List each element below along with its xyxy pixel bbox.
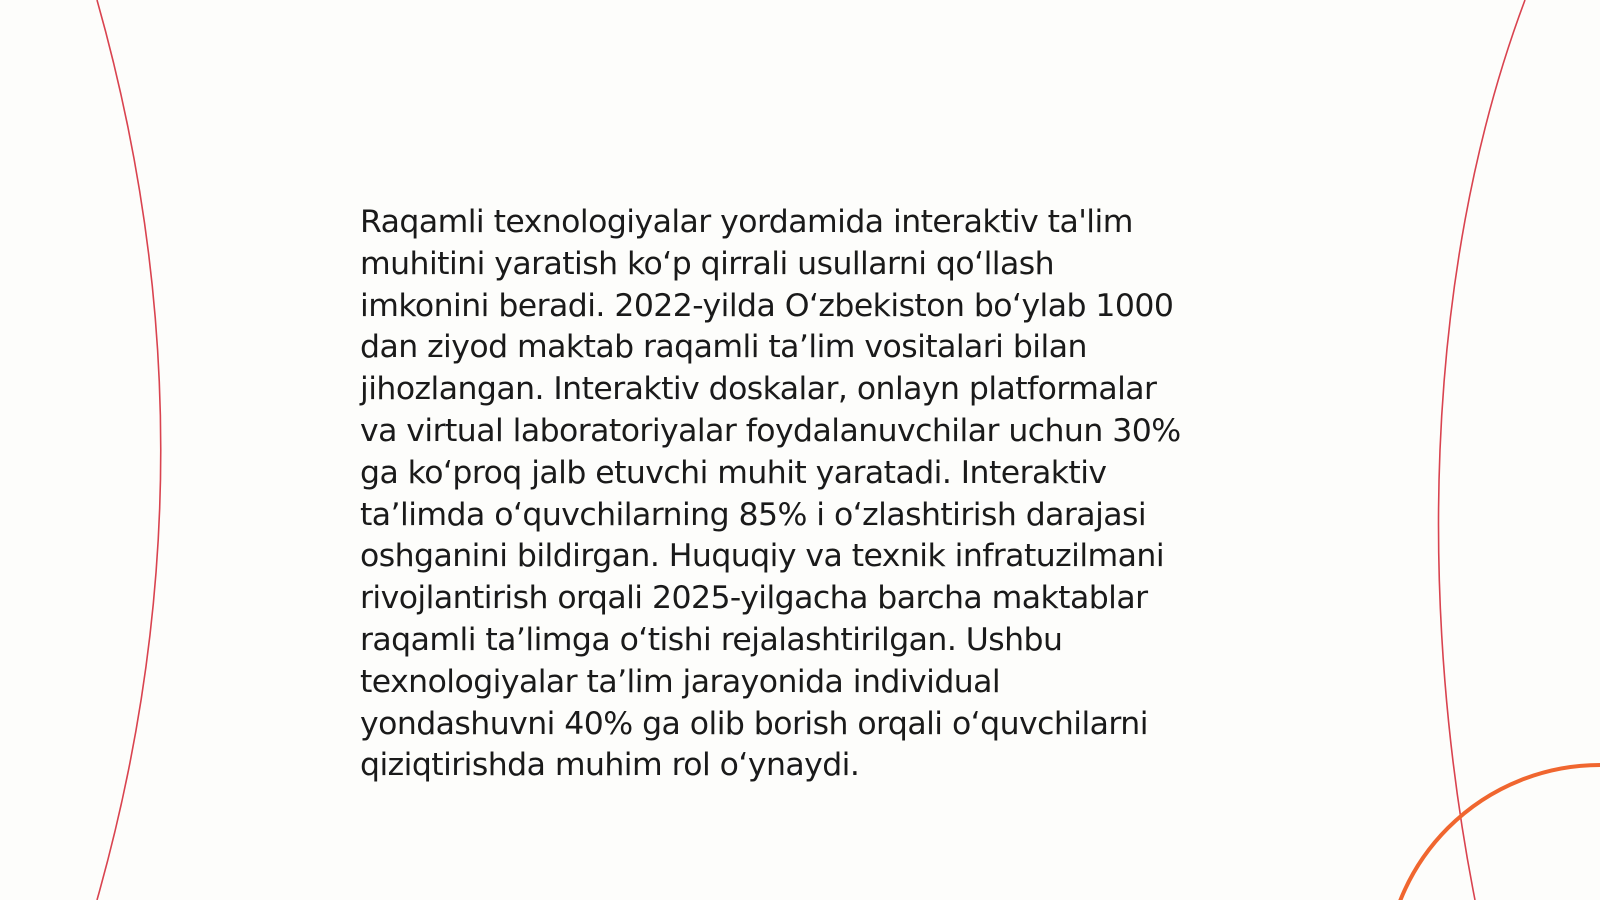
paragraph-line: yondashuvni 40% ga olib borish orqali o‘quvchilarni — [360, 705, 1148, 742]
paragraph-line: va virtual laboratoriyalar foydalanuvchilar uchun 30% — [360, 412, 1181, 449]
paragraph-line: oshganini bildirgan. Huquqiy va texnik infratuzilmani — [360, 538, 1165, 575]
paragraph-line: ta’limda o‘quvchilarning 85% i o‘zlashtirish darajasi — [360, 496, 1147, 533]
paragraph-line: raqamli ta’limga o‘tishi rejalashtirilgan. Ushbu — [360, 621, 1063, 658]
paragraph-line: Raqamli texnologiyalar yordamida interaktiv ta'lim — [360, 204, 1133, 240]
paragraph-line: qiziqtirishda muhim rol o‘ynaydi. — [360, 747, 860, 784]
paragraph-line: ga ko‘proq jalb etuvchi muhit yaratadi. Interaktiv — [360, 454, 1107, 491]
paragraph-line: texnologiyalar ta’lim jarayonida individual — [360, 663, 1001, 700]
paragraph-line: dan ziyod maktab raqamli ta’lim vositalari bilan — [360, 329, 1087, 366]
right-curve — [1439, 0, 1525, 900]
paragraph-line: rivojlantirish orqali 2025-yilgacha barcha maktablar — [360, 580, 1148, 617]
left-curve — [97, 0, 161, 900]
paragraph-line: imkonini beradi. 2022-yilda O‘zbekiston bo‘ylab 1000 — [360, 287, 1174, 324]
body-paragraph — [360, 202, 1240, 787]
paragraph-line: muhitini yaratish ko‘p qirrali usullarni qo‘llash — [360, 245, 1054, 282]
paragraph-line: jihozlangan. Interaktiv doskalar, onlayn platformalar — [360, 371, 1157, 408]
accent-arc — [1385, 765, 1600, 900]
